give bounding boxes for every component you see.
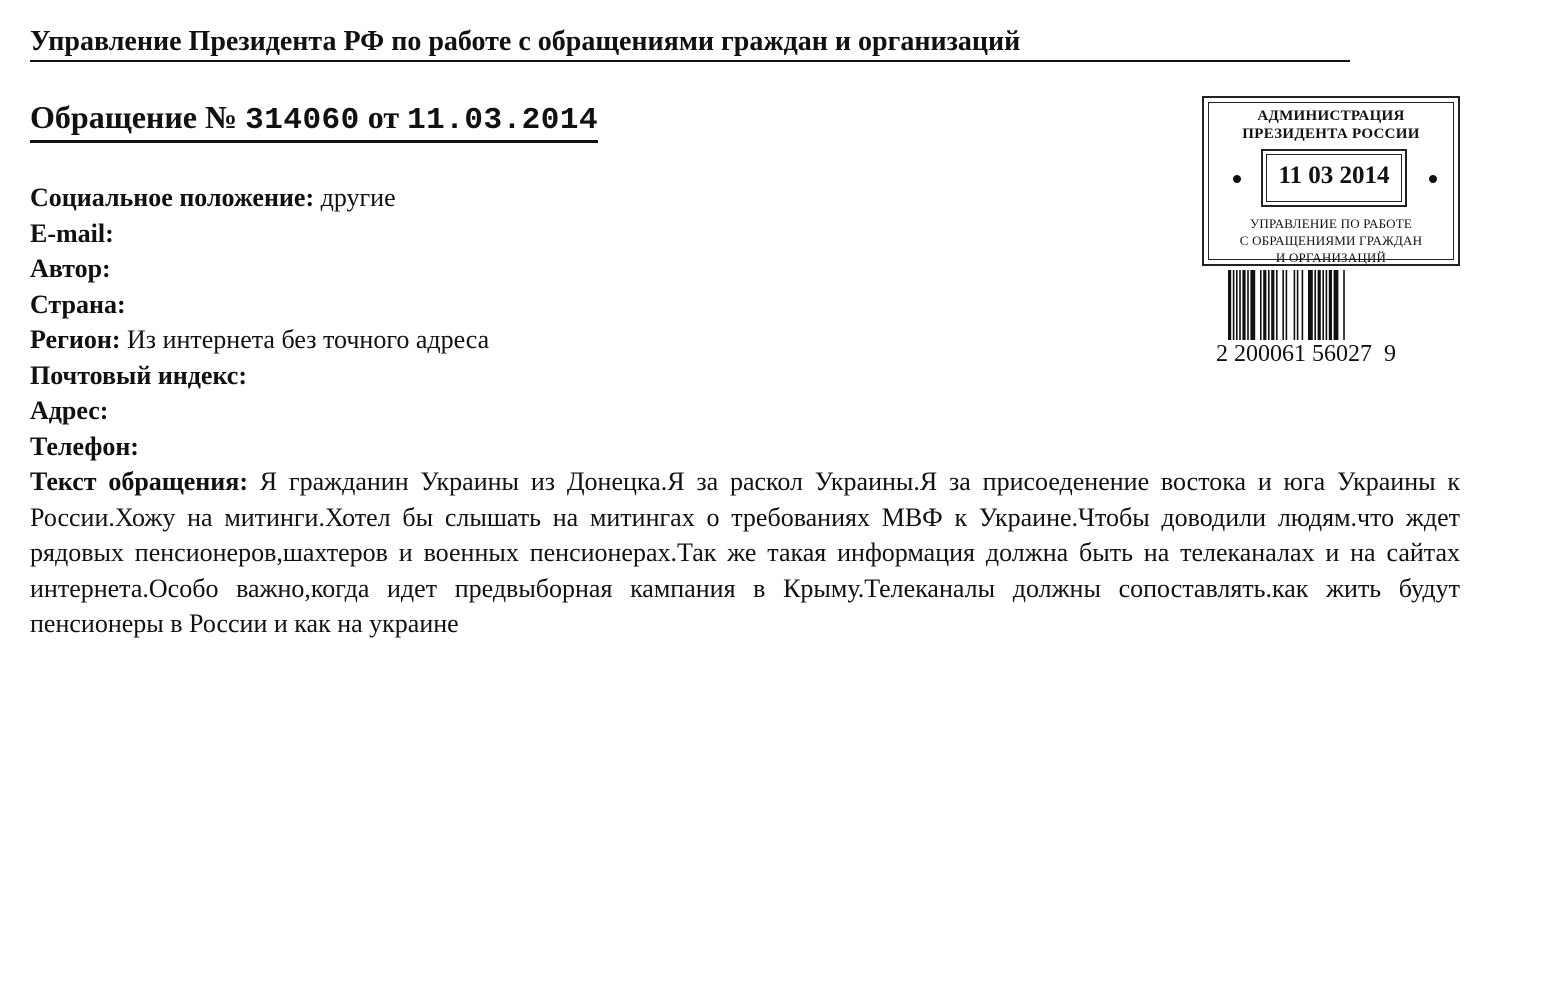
appeal-number: 314060	[245, 103, 360, 138]
registration-stamp	[1202, 96, 1460, 266]
field-address	[30, 393, 1460, 429]
barcode-bar	[1308, 270, 1313, 340]
barcode-bar	[1268, 270, 1270, 340]
barcode-bar	[1318, 270, 1321, 340]
barcode-bar	[1294, 270, 1296, 340]
barcode-bar	[1271, 270, 1274, 340]
barcode-bar	[1297, 270, 1299, 340]
social-status-label: Социальное положение:	[30, 183, 315, 212]
barcode-bar	[1326, 270, 1328, 340]
message-text: Я гражданин Украины из Донецка.Я за раскол Украины.Я за присоеденение востока и юга Украины к России.Хожу на митинги.Хотел бы слышать на митингах о требованиях МВФ к Украине.Чтобы доводили людям.что ждет рядовых пенсионеров,шахтеров и военных пенсионерах.Так же такая информация должна быть на телеканалах и на сайтах интернета.Особо важно,когда идет предвыборная кампания в Крыму.Телеканалы должны сопоставлять.как жить будут пенсионеры в России и как на украине	[30, 467, 1461, 638]
barcode-bar	[1260, 270, 1262, 340]
stamp-header-line2: ПРЕЗИДЕНТА РОССИИ	[1242, 126, 1420, 142]
country-label: Страна:	[30, 289, 126, 319]
barcode-bar	[1314, 270, 1316, 340]
stamp-inner-frame	[1208, 102, 1454, 265]
barcode-digits: 2 200061 56027 9	[1216, 341, 1396, 367]
phone-label: Телефон:	[30, 431, 139, 461]
author-label: Автор:	[30, 254, 111, 283]
header-rule	[30, 60, 1350, 62]
barcode-bar	[1250, 270, 1255, 340]
barcode-bar	[1276, 270, 1278, 340]
stamp-header	[1209, 107, 1453, 143]
stamp-footer-line2: С ОБРАЩЕНИЯМИ ГРАЖДАН	[1239, 233, 1423, 248]
barcode-bar	[1329, 270, 1332, 340]
barcode-bar	[1236, 270, 1238, 340]
stamp-footer-line1: УПРАВЛЕНИЕ ПО РАБОТЕ	[1249, 216, 1413, 231]
email-value	[120, 222, 420, 246]
stamp-dot-right-icon	[1429, 175, 1437, 183]
field-message	[30, 464, 1460, 642]
stamp-header-line1: АДМИНИСТРАЦИЯ	[1257, 108, 1405, 124]
barcode-bar	[1286, 270, 1288, 340]
social-status-value: другие	[320, 183, 396, 212]
message-label: Текст обращения:	[30, 467, 248, 496]
country-value	[132, 293, 332, 317]
barcode-bar	[1247, 270, 1249, 340]
title-prefix: Обращение №	[30, 99, 238, 135]
postal-code-value	[254, 364, 374, 388]
email-label: E-mail:	[30, 218, 114, 248]
stamp-date: 11 03 2014	[1266, 154, 1402, 202]
appeal-title	[30, 98, 598, 143]
postal-code-label: Почтовый индекс:	[30, 360, 248, 390]
barcode-bar	[1343, 270, 1345, 340]
barcode-bar	[1228, 270, 1231, 340]
organization-header: Управление Президента РФ по работе с обращениями граждан и организаций	[30, 26, 1021, 57]
title-from-word: от	[367, 99, 400, 135]
barcode-bar	[1302, 270, 1304, 340]
stamp-date-box	[1261, 149, 1407, 207]
region-label: Регион:	[30, 325, 121, 354]
barcode-bar	[1334, 270, 1339, 340]
barcode-bar	[1233, 270, 1235, 340]
region-value: Из интернета без точного адреса	[127, 325, 490, 354]
address-label: Адрес:	[30, 396, 109, 425]
address-value	[115, 399, 315, 423]
stamp-dot-left-icon	[1233, 175, 1241, 183]
barcode-bar	[1239, 270, 1241, 340]
stamp-footer	[1209, 215, 1453, 266]
field-phone	[30, 429, 1460, 465]
barcode-bar	[1242, 270, 1245, 340]
barcode-bar	[1263, 270, 1266, 340]
barcode-bar	[1282, 270, 1284, 340]
barcode-bar	[1322, 270, 1324, 340]
author-value	[117, 257, 497, 281]
barcode-icon	[1228, 270, 1446, 340]
appeal-date: 11.03.2014	[407, 103, 599, 138]
stamp-footer-line3: И ОРГАНИЗАЦИЙ	[1275, 250, 1387, 265]
phone-value	[145, 435, 365, 459]
